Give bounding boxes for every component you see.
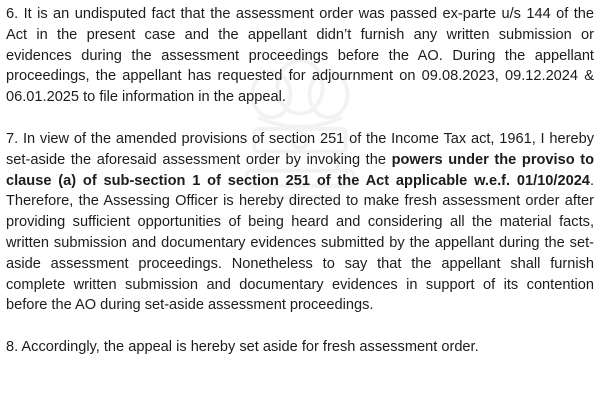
- paragraph-7: [6, 129, 594, 316]
- paragraph-6: [6, 4, 594, 108]
- paragraph-8-text: 8. Accordingly, the appeal is hereby set aside for fresh assessment order.: [6, 339, 479, 356]
- paragraph-7-text-after: . Therefore, the Assessing Officer is hereby directed to make fresh assessment order after providing sufficient opportunities of being heard and considering all the material facts, written submission and documentary evidences submitted by the appellant during the set-aside assessment proceedings. Nonetheless to say that the appellant shall furnish complete written submission and documentary evidences in support of its contention before the AO during set-aside assessment proceedings.: [6, 172, 594, 314]
- paragraph-6-text: 6. It is an undisputed fact that the assessment order was passed ex-parte u/s 144 of the Act in the present case and the appellant didn’t furnish any written submission or evidences during the assessment proceedings before the AO. During the appellant proceedings, the appellant has requested for adjournment on 09.08.2023, 09.12.2024 & 06.01.2025 to file information in the appeal.: [6, 6, 594, 106]
- paragraph-7-text-before: 7. In view of the amended provisions of section 251 of the Income Tax act, 1961, I hereby set-aside the aforesaid assessment order by invoking the: [6, 130, 594, 168]
- paragraph-7-bold-text: powers under the proviso to clause (a) of sub-section 1 of section 251 of the Act applicable w.e.f. 01/10/2024: [6, 151, 594, 189]
- paragraph-8: [6, 337, 594, 358]
